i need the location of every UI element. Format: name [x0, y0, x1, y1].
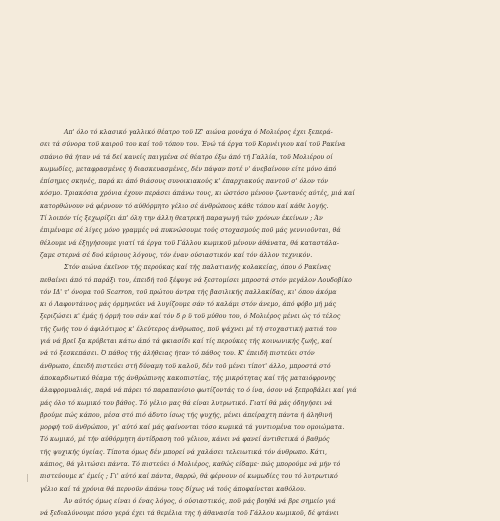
text-line: βρούμε πώς κάπου, μέσα στό πιό άδυτο ίσως τής ψυχής, μένει άπείραχτη πάντα ή άληθινή — [40, 411, 333, 419]
text-line: άλαφρομυαλιάς, παρά νά πάρει τό παραπανίσιο φωτίζοντάς το ό ίνα, όσον νά ξεπροβάλει καί γιά — [40, 387, 357, 395]
text-line: κατορθώνουν νά φέρνουν τό αύθόρμητο γέλιο σέ άνθρώπους κάθε τόπου καί κάθε λογής. — [40, 202, 329, 210]
text-line: κωμωδίες, μεταφρασμένες ή διασκευασμένες, δέν πάψαν ποτέ ν' άνεβαίνουν είτε μόνο άπό — [40, 165, 337, 173]
text-line: ζαμε στερνά σέ δυό κύριους λόγους, τόν έναν ούσιαστικόν καί τόν άλλον τεχνικόν. — [40, 251, 313, 259]
text-line: σπάνιο θά ήταν νά τά δεί κανείς παιγμένα σέ θέατρο έξω άπό τή Γαλλία, τοϋ Μολιέρου οί — [40, 153, 333, 161]
text-line: Τό κωμικό, μέ τήν αύθόρμητη άντίδραση τοϋ γέλιου, κάνει νά φανεί άντιθετικά ό βαθμός — [40, 436, 330, 444]
text-line: κόσμο. Τριακόσια χρόνια έχουν περάσει άπάνω τους, κι ώστόσο μένουν ζωντανές αύτές, μιά καί — [40, 190, 355, 198]
text-line: σει τά σύνορα τοϋ καιροϋ του καί τοϋ τόπου του. Ένώ τά έργα τοϋ Κορνέιγιου καί τοϋ Ρακίνα — [40, 141, 346, 149]
text-line: άποκαρδιωτικό θέαμα τής άνθρώπινης κακοπιστίας, τής μικρότητας καί τής ματαιόφρονης — [40, 374, 336, 382]
text-line: γιά νά βρεϊ ξα κρύβεται κάτω άπό τά φκιασίδι καί τίς περούκες τής κοινωνικής ζωής, καί — [40, 338, 333, 346]
text-line: θέλουμε νά έξηγήσουμε γιατί τά έργα τοϋ Γάλλου κωμικοϋ μένουν άθάνατα, θά καταστάλα- — [40, 239, 340, 247]
text-line: νά τό ξεσκεπάσει. Ό πάθος τής άλήθειας ήταν τό πάθος του. Κ' έπειδή πιστεύει στόν — [40, 350, 315, 358]
text-line: νά ξεδιαλύνουμε πόσο γερά έχει τά θεμέλια της ή άθανασία τοϋ Γάλλου κωμικοϋ, δέ φτάνει — [40, 510, 340, 518]
text-line: κι ό Λαφοντάινος μάς όρμηνεύει νά λυγίζουμε σάν τό καλάμι στόν άνεμο, άπό φόβο μή μάς — [40, 301, 337, 309]
text-line: κάπιος, θά γλιτώσει πάντα. Τό πιστεύει ό Μολιέρος, καθώς είδαμε· πώς μπορούμε νά μήν τό — [40, 461, 341, 469]
text-line: ξεριζώσει κ' έμάς ή όρμή του σάν καί τόν δ ρ ϋ τοϋ μύθου του, ό Μολιέρος μένει ώς τό τέλος — [40, 313, 341, 321]
text-line: πιστεύουμε κ' έμείς ; Γι' αύτό καί πάντα, θαρρώ, θά φέρνουν οί κωμωδίες του τό λυτρωτικό — [40, 473, 338, 481]
text-line: Άν αύτός όμως είναι ό ένας λόγος, ό ούσιαστικός, ποϋ μάς βοηθά νά βρε σημείο γιά — [64, 497, 336, 505]
text-line: έπίσημες σκηνές, παρά κι άπό θιάσους συνοικιακούς κ' έπαρχιακούς παντοϋ σ' όλον τόν — [40, 178, 329, 186]
text-line: Απ' όλο τό κλασικό γαλλικό θέατρο τοϋ ΙΖ' αιώνα μονάχα ό Μολιέρος έχει ξεπερά- — [64, 129, 333, 136]
text-line: Στόν αιώνα έκεϊνον τής περούκας καί τής παλατιανής κολακείας, όπου ό Ρακίνας — [64, 264, 331, 272]
text-line: τής ζωής του ό άφιλότιμος κ' έλεύτερος άνθρωπος, ποϋ ψάχνει μέ τή στοχαστική ματιά του — [40, 325, 337, 333]
text-line: άνθρωπο, έπειδή πιστεύει στή δύναμη τοϋ καλοϋ, δέν τοϋ μένει τίποτ' άλλο, μπροστά στό — [40, 362, 331, 370]
text-line: έπιμέναμε σέ λίγες μόνο γραμμές νά πυκνώσουμε τούς στοχασμούς ποϋ μάς γεννιοϋνται, θά — [40, 227, 341, 235]
text-line: πεθαίνει άπό τό παράξι του, έπειδή τοϋ ξέφυγε νά ξεστομίσει μπροστά στόν μεγάλον Λουδοβίκο — [40, 276, 352, 284]
text-line: γέλιο καί τά χρόνια θά περνοϋν άπάνω τους δίχως νά τούς άποφαίνεται καθόλου. — [40, 485, 306, 493]
text-line: μορφή τοϋ άνθρώπου, γι' αύτό καί μάς φαίνονται τόσο κωμικά τά γυντιομένα του ομοιώματα. — [40, 424, 345, 432]
body-text — [40, 127, 478, 521]
text-line: μάς όλο τό κωμικό του βάθος. Τό γέλιο μας θά είναι λυτρωτικό. Γιατί θά μάς όδηγήσει νά — [40, 399, 333, 407]
text-line: Τί λοιπόν τίς ξεχωρίζει άπ' όλη την άλλη θεατρική παραγωγή τών χρόνων έκείνων ; Άν — [40, 215, 323, 223]
page-edge-mark — [27, 474, 33, 482]
text-line: τόν ΙΔ' τ' όνομα τοϋ Scarron, τοϋ πρώτου άντρα τής βασιλικής παλλακίδας, κι' όπου άκόμα — [40, 288, 337, 296]
text-line: τής ψυχικής ύγείας. Τίποτα όμως δέν μπορεί νά χαλάσει τελειωτικά τόν άνθρωπο. Κάτι, — [40, 448, 327, 456]
